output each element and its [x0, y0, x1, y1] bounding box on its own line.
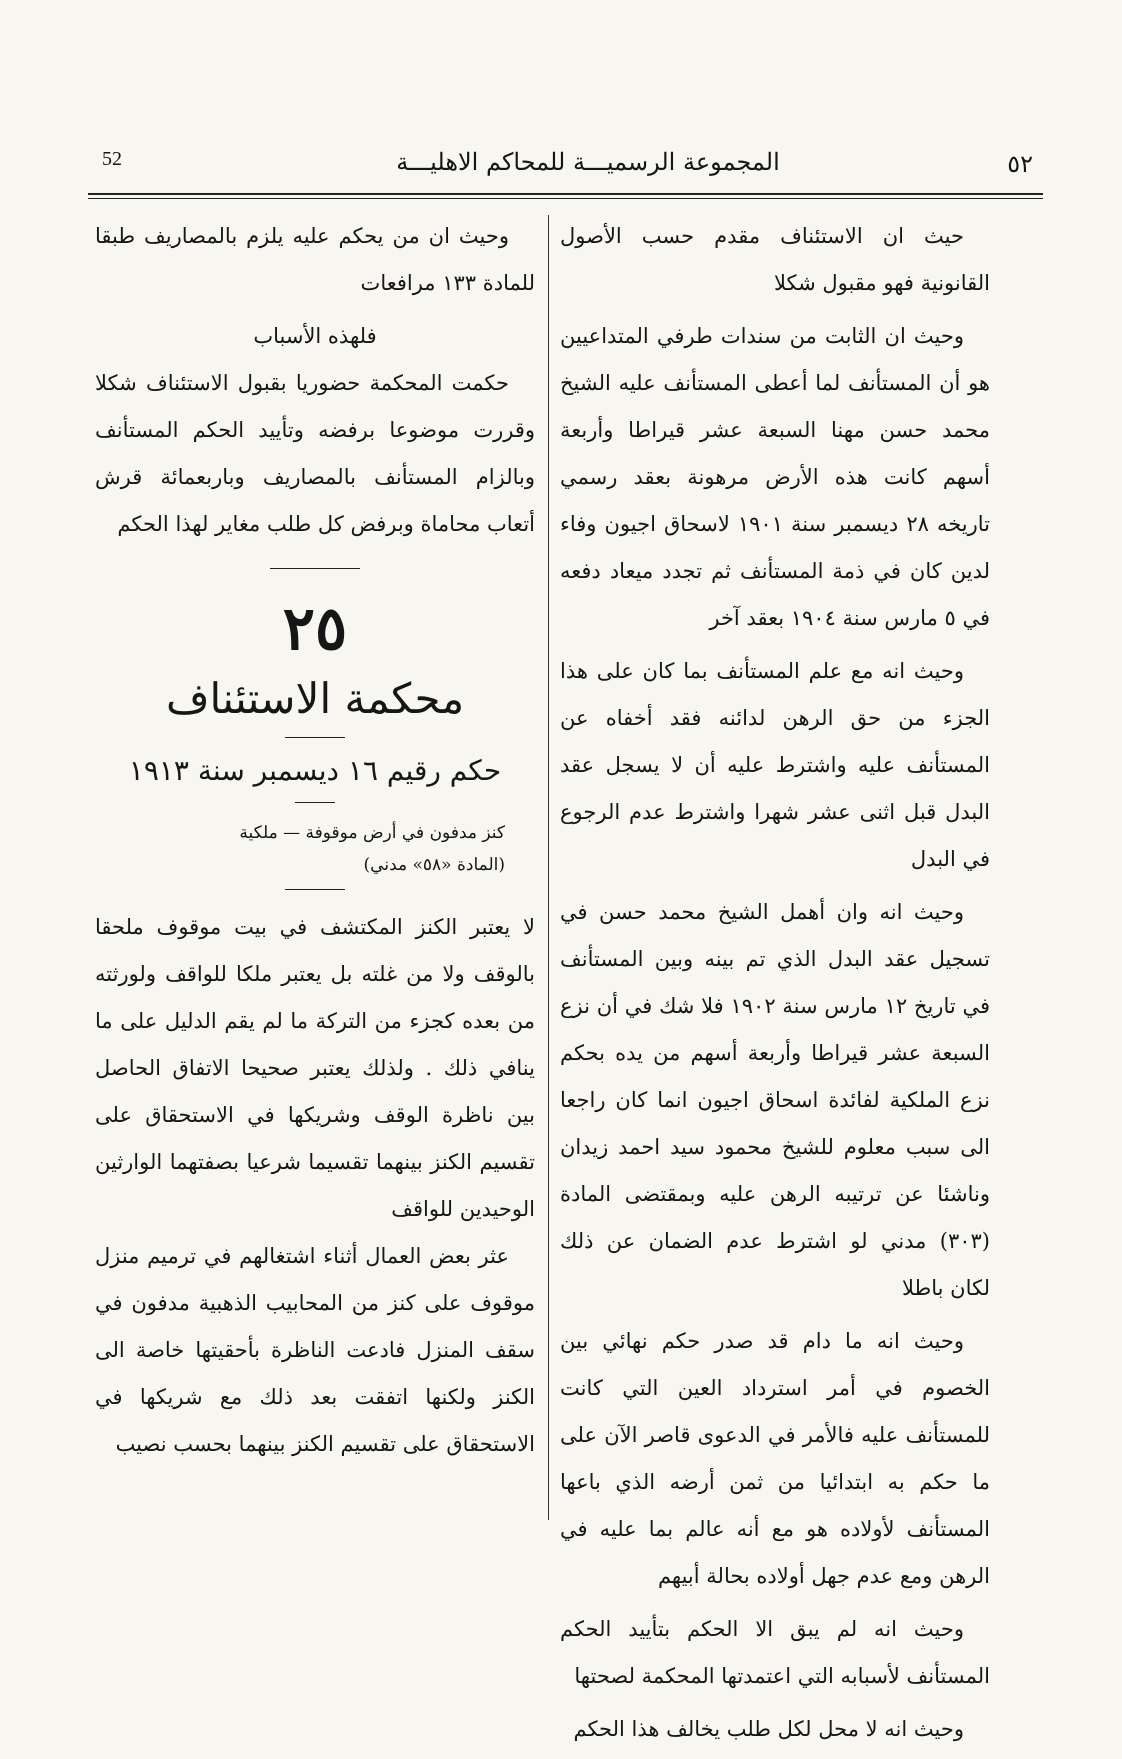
paragraph: وحيث انه لا محل لكل طلب يخالف هذا الحكم [573, 1717, 964, 1741]
reasons-heading: فلهذه الأسباب [253, 324, 377, 348]
right-column [560, 213, 990, 1759]
header-rule [88, 193, 1043, 195]
section-divider [295, 802, 335, 803]
intro-paragraph: وحيث ان من يحكم عليه يلزم بالمصاريف طبقا للمادة ١٣٣ مرافعات [95, 224, 535, 295]
page-number-arabic: ٥٢ [1007, 150, 1033, 178]
section-divider [285, 889, 345, 890]
section-divider [270, 568, 360, 569]
paragraph: وحيث انه وان أهمل الشيخ محمد حسن في تسجيل عقد البدل الذي تم بينه وبين المستأنف في تاريخ ١٢ مارس سنة ١٩٠٢ فلا شك في أن نزع السبعة عشر قيراطا وأربعة أسهم من يده بحكم نزع الملكية لفائدة اسحاق اجيون انما كان راجعا الى سبب معلوم للشيخ محمود سيد احمد زيدان وناشئا عن ترتيبه الرهن عليه وبمقتضى المادة (٣٠٣) مدني لو اشترط عدم الضمان عن ذلك لكان باطلا [560, 900, 990, 1300]
paragraph: حيث ان الاستئناف مقدم حسب الأصول القانونية فهو مقبول شكلا [560, 224, 990, 295]
facts-paragraph: عثر بعض العمال أثناء اشتغالهم في ترميم منزل موقوف على كنز من المحابيب الذهبية مدفون في سقف المنزل فادعت الناظرة بأحقيتها خاصة الى الكنز ولكنها اتفقت بعد ذلك مع شريكها في الاستحقاق على تقسيم الكنز بينهما بحسب نصيب [95, 1244, 535, 1456]
page-number-latin: 52 [102, 148, 122, 170]
paragraph: وحيث انه لم يبق الا الحكم بتأييد الحكم المستأنف لأسبابه التي اعتمدتها المحكمة لصحتها [560, 1617, 990, 1688]
ruling-paragraph: حكمت المحكمة حضوريا بقبول الاستئناف شكلا وقررت موضوعا برفضه وتأييد الحكم المستأنف وبالزام المستأنف بالمصاريف وباربعمائة قرش أتعاب محاماة وبرفض كل طلب مغاير لهذا الحكم [95, 371, 535, 536]
ruling-date: حكم رقيم ١٦ ديسمبر سنة ١٩١٣ [128, 754, 502, 787]
section-divider [285, 737, 345, 738]
page-header [88, 140, 1043, 190]
paragraph: وحيث ان الثابت من سندات طرفي المتداعيين هو أن المستأنف لما أعطى المستأنف عليه الشيخ محمد حسن مهنا السبعة عشر قيراطا وأربعة أسهم كانت هذه الأرض مرهونة بعقد رسمي تاريخه ٢٨ ديسمبر سنة ١٩٠١ لاسحاق اجيون وفاء لدين كان في ذمة المستأنف ثم تجدد ميعاد دفعه في ٥ مارس سنة ١٩٠٤ بعقد آخر [560, 324, 990, 630]
paragraph: وحيث انه ما دام قد صدر حكم نهائي بين الخصوم في أمر استرداد العين التي كانت للمستأنف عليه فالأمر في الدعوى قاصر الآن على ما حكم به ابتدائيا من ثمن أرضه الذي باعها المستأنف لأولاده هو مع أنه عالم بما عليه في الرهن ومع عدم جهل أولاده بحالة أبيهم [560, 1329, 990, 1588]
summary-paragraph: لا يعتبر الكنز المكتشف في بيت موقوف ملحقا بالوقف ولا من غلته بل يعتبر ملكا للواقف ولورثته من بعده كجزء من التركة ما لم يقم الدليل على ما ينافي ذلك . ولذلك يعتبر صحيحا الاتفاق الحاصل بين ناظرة الوقف وشريكها في الاستحقاق على تقسيم الكنز بينهما تقسيما شرعيا بصفتهما الوارثين الوحيدين للواقف [95, 915, 535, 1221]
court-name: محكمة الاستئناف [165, 674, 465, 723]
running-title: المجموعة الرسميـــة للمحاكم الاهليـــة [396, 148, 780, 176]
keywords-line: كنز مدفون في أرض موقوفة — ملكية [239, 823, 505, 843]
left-column [95, 213, 535, 1474]
header-rule-thin [88, 198, 1043, 199]
keywords-article: (المادة «٥٨» مدني) [363, 855, 505, 875]
column-divider [548, 215, 549, 1520]
case-number: ٢٥ [282, 594, 348, 664]
paragraph: وحيث انه مع علم المستأنف بما كان على هذا الجزء من حق الرهن لدائنه فقد أخفاه عن المستأنف عليه واشترط عليه أن لا يسجل عقد البدل قبل اثنى عشر شهرا واشترط عدم الرجوع في البدل [560, 659, 990, 871]
